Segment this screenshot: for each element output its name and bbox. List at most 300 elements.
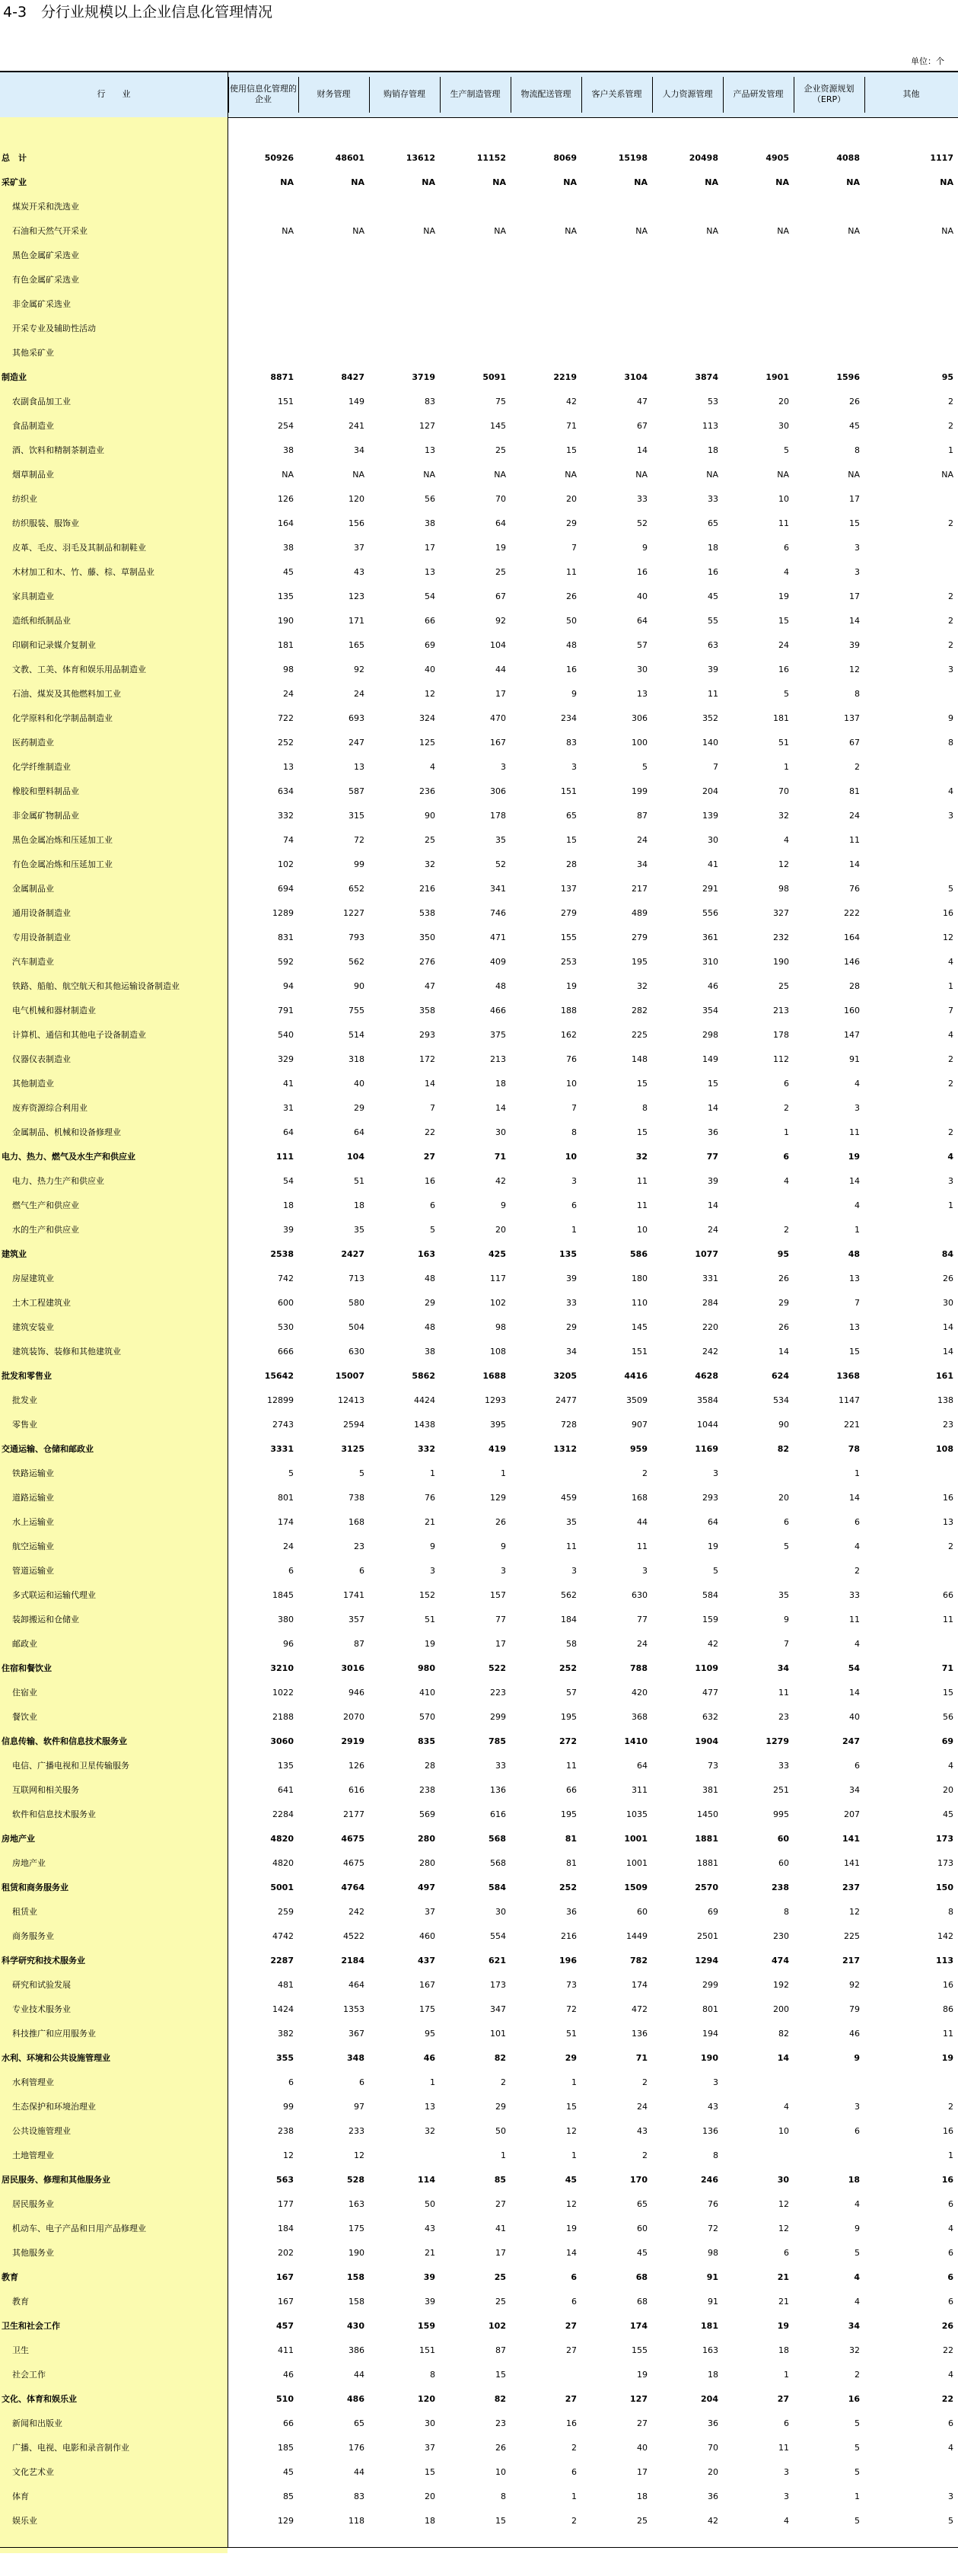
cell-value: 5 xyxy=(784,445,789,455)
cell-value: NA xyxy=(775,177,789,187)
table-row xyxy=(0,804,958,828)
cell-value xyxy=(864,292,953,317)
cell-value: 20498 xyxy=(689,153,718,163)
cell-value: 45 xyxy=(943,1809,953,1819)
cell-value: 569 xyxy=(419,1809,435,1819)
cell-value: 29 xyxy=(566,1322,577,1332)
cell-value: 666 xyxy=(278,1347,294,1357)
cell-value: 29 xyxy=(778,1298,789,1308)
cell-value: 4 xyxy=(948,1761,953,1771)
cell-value: 728 xyxy=(561,1420,577,1430)
cell-value: 1 xyxy=(784,762,789,772)
cell-value: 522 xyxy=(489,1663,506,1673)
row-label: 印刷和记录媒介复制业 xyxy=(12,640,96,650)
cell-value: 42 xyxy=(708,1639,718,1649)
cell-value: 19 xyxy=(708,1541,718,1551)
cell-value: 33 xyxy=(495,1761,506,1771)
row-label: 皮革、毛皮、羽毛及其制品和制鞋业 xyxy=(12,543,146,553)
row-label: 金属制品、机械和设备修理业 xyxy=(12,1127,121,1137)
cell-value: 73 xyxy=(566,1980,577,1990)
cell-value: 20 xyxy=(425,2492,435,2501)
cell-value: 713 xyxy=(349,1274,364,1283)
cell-value: 23 xyxy=(778,1712,789,1722)
column-header: 企业资源规划（ERP） xyxy=(804,84,855,104)
table-row xyxy=(0,1559,958,1583)
cell-value: 251 xyxy=(773,1785,789,1795)
cell-value: 4 xyxy=(784,1176,789,1186)
cell-value: 5 xyxy=(288,1468,294,1478)
cell-value: 60 xyxy=(637,1907,648,1917)
cell-value: 43 xyxy=(637,2126,648,2136)
cell-value: 68 xyxy=(637,2297,648,2307)
cell-value: 4 xyxy=(855,1639,860,1649)
cell-value: 1 xyxy=(948,1200,953,1210)
cell-value: 1881 xyxy=(697,1858,718,1868)
cell-value: 634 xyxy=(278,786,294,796)
table-row xyxy=(0,536,958,560)
row-label: 建筑安装业 xyxy=(12,1322,54,1332)
row-label: 文化、体育和娱乐业 xyxy=(2,2394,77,2404)
table-row xyxy=(0,487,958,512)
cell-value: 33 xyxy=(849,1590,860,1600)
cell-value: 367 xyxy=(349,2029,364,2039)
cell-value: 15 xyxy=(943,1688,953,1698)
cell-value: NA xyxy=(635,226,648,236)
cell-value: 64 xyxy=(354,1127,364,1137)
cell-value: 13612 xyxy=(406,153,435,163)
cell-value xyxy=(794,317,860,341)
cell-value: 14 xyxy=(425,1079,435,1089)
cell-value: 420 xyxy=(632,1688,648,1698)
cell-value: 173 xyxy=(936,1834,953,1844)
cell-value xyxy=(652,244,718,268)
cell-value: 324 xyxy=(419,713,435,723)
cell-value: 68 xyxy=(635,2272,648,2282)
cell-value: 46 xyxy=(283,2370,294,2380)
cell-value: 64 xyxy=(637,1761,648,1771)
cell-value: 32 xyxy=(637,981,648,991)
table-row xyxy=(0,1705,958,1730)
cell-value xyxy=(369,292,435,317)
cell-value: 92 xyxy=(495,616,506,626)
cell-value: 12 xyxy=(778,2224,789,2233)
cell-value: 19 xyxy=(777,2321,789,2331)
cell-value: 102 xyxy=(278,859,294,869)
cell-value xyxy=(723,317,789,341)
cell-value: 151 xyxy=(419,2345,435,2355)
cell-value: 12 xyxy=(849,665,860,674)
row-label: 燃气生产和供应业 xyxy=(12,1200,79,1210)
cell-value: 20 xyxy=(495,1225,506,1235)
cell-value: 123 xyxy=(349,591,364,601)
cell-value: 114 xyxy=(418,2175,435,2185)
cell-value: 1 xyxy=(855,1468,860,1478)
cell-value: 907 xyxy=(632,1420,648,1430)
cell-value: 146 xyxy=(844,957,860,967)
cell-value: 147 xyxy=(844,1030,860,1040)
cell-value: 16 xyxy=(778,665,789,674)
cell-value: 34 xyxy=(637,859,648,869)
cell-value: 4522 xyxy=(343,1931,364,1941)
cell-value: 293 xyxy=(702,1493,718,1503)
row-label: 黑色金属冶炼和压延加工业 xyxy=(12,835,113,845)
cell-value: 2 xyxy=(642,1468,648,1478)
cell-value: 72 xyxy=(566,2004,577,2014)
cell-value: 2 xyxy=(642,2150,648,2160)
cell-value: 39 xyxy=(566,1274,577,1283)
cell-value xyxy=(864,682,953,706)
cell-value: 14 xyxy=(708,1103,718,1113)
cell-value: 66 xyxy=(566,1785,577,1795)
table-row-category xyxy=(0,1242,958,1267)
cell-value: 79 xyxy=(849,2004,860,2014)
cell-value: 234 xyxy=(561,713,577,723)
cell-value: 12 xyxy=(354,2150,364,2160)
cell-value: 472 xyxy=(632,2004,648,2014)
cell-value: 195 xyxy=(561,1712,577,1722)
cell-value: 16 xyxy=(566,665,577,674)
cell-value: 332 xyxy=(278,811,294,821)
cell-value: 2287 xyxy=(270,1956,294,1965)
row-label: 总 计 xyxy=(2,153,27,163)
table-row xyxy=(0,2192,958,2217)
cell-value: NA xyxy=(422,177,435,187)
row-label: 电气机械和器材制造业 xyxy=(12,1006,96,1015)
cell-value: 223 xyxy=(490,1688,506,1698)
table-row xyxy=(0,2363,958,2387)
cell-value xyxy=(794,244,860,268)
cell-value: 7 xyxy=(855,1298,860,1308)
cell-value: 2 xyxy=(948,1054,953,1064)
cell-value: NA xyxy=(941,470,953,480)
cell-value: 72 xyxy=(708,2224,718,2233)
row-label: 化学原料和化学制品制造业 xyxy=(12,713,113,723)
cell-value: 327 xyxy=(773,908,789,918)
cell-value: 331 xyxy=(702,1274,718,1283)
cell-value: 3016 xyxy=(341,1663,364,1673)
cell-value: 173 xyxy=(490,1980,506,1990)
cell-value: 11 xyxy=(849,1615,860,1624)
cell-value: 18 xyxy=(708,445,718,455)
cell-value: 127 xyxy=(630,2394,648,2404)
cell-value xyxy=(723,244,789,268)
cell-value: 7 xyxy=(571,543,577,553)
cell-value: 8 xyxy=(784,1907,789,1917)
cell-value: 65 xyxy=(566,811,577,821)
cell-value: 91 xyxy=(849,1054,860,1064)
cell-value: 98 xyxy=(283,665,294,674)
cell-value: 584 xyxy=(489,1883,506,1892)
cell-value xyxy=(298,341,364,365)
cell-value: 10 xyxy=(778,2126,789,2136)
cell-value: 242 xyxy=(702,1347,718,1357)
cell-value: 37 xyxy=(425,1907,435,1917)
cell-value: 1424 xyxy=(272,2004,294,2014)
cell-value: 238 xyxy=(772,1883,789,1892)
cell-value xyxy=(440,341,506,365)
cell-value: 9 xyxy=(854,2053,860,2063)
row-label: 电力、热力、燃气及水生产和供应业 xyxy=(2,1152,135,1162)
cell-value: 174 xyxy=(630,2321,648,2331)
cell-value: 348 xyxy=(347,2053,364,2063)
cell-value: 14 xyxy=(849,1493,860,1503)
cell-value: 253 xyxy=(561,957,577,967)
cell-value: NA xyxy=(494,226,506,236)
row-label: 土地管理业 xyxy=(12,2150,54,2160)
cell-value: 50 xyxy=(425,2199,435,2209)
table-row xyxy=(0,1413,958,1437)
cell-value: 742 xyxy=(278,1274,294,1283)
cell-value: 352 xyxy=(702,713,718,723)
cell-value: 157 xyxy=(490,1590,506,1600)
cell-value: 24 xyxy=(283,1541,294,1551)
cell-value: 57 xyxy=(566,1688,577,1698)
cell-value xyxy=(864,1632,953,1656)
table-row xyxy=(0,1486,958,1510)
cell-value: 4 xyxy=(854,2272,860,2282)
cell-value: 4 xyxy=(855,1541,860,1551)
cell-value: 486 xyxy=(347,2394,364,2404)
cell-value: 801 xyxy=(702,2004,718,2014)
row-label: 研究和试验发展 xyxy=(12,1980,71,1990)
cell-value: 225 xyxy=(844,1931,860,1941)
row-label: 道路运输业 xyxy=(12,1493,54,1503)
cell-value: 6 xyxy=(359,1566,364,1576)
cell-value xyxy=(298,317,364,341)
cell-value: 16 xyxy=(848,2394,860,2404)
cell-value: 30 xyxy=(495,1127,506,1137)
cell-value: 2 xyxy=(571,2516,577,2526)
row-label: 交通运输、仓储和邮政业 xyxy=(2,1444,94,1454)
cell-value: 30 xyxy=(943,1298,953,1308)
cell-value xyxy=(864,487,953,512)
cell-value: 21 xyxy=(778,2297,789,2307)
cell-value: 81 xyxy=(565,1834,577,1844)
cell-value: 9 xyxy=(784,1615,789,1624)
row-label: 烟草制品业 xyxy=(12,470,54,480)
table-row xyxy=(0,585,958,609)
row-label: 航空运输业 xyxy=(12,1541,54,1551)
cell-value: 204 xyxy=(701,2394,718,2404)
cell-value xyxy=(369,268,435,292)
cell-value: 4 xyxy=(948,2224,953,2233)
row-label: 有色金属冶炼和压延加工业 xyxy=(12,859,113,869)
cell-value: 2 xyxy=(855,762,860,772)
cell-value: 145 xyxy=(490,421,506,431)
cell-value xyxy=(723,341,789,365)
cell-value: 137 xyxy=(561,884,577,894)
cell-value: 1001 xyxy=(626,1858,648,1868)
cell-value: 2 xyxy=(948,518,953,528)
cell-value xyxy=(794,2071,860,2095)
cell-value: 5 xyxy=(642,762,648,772)
cell-value: 30 xyxy=(777,2175,789,2185)
row-label: 租赁业 xyxy=(12,1907,37,1917)
cell-value: 1 xyxy=(571,2077,577,2087)
cell-value: 27 xyxy=(777,2394,789,2404)
cell-value: 190 xyxy=(773,957,789,967)
cell-value: 111 xyxy=(276,1152,294,1162)
cell-value: 1 xyxy=(948,2150,953,2160)
cell-value: 26 xyxy=(778,1274,789,1283)
cell-value: 6 xyxy=(948,2248,953,2258)
cell-value: 127 xyxy=(419,421,435,431)
cell-value: 22 xyxy=(943,2345,953,2355)
cell-value: 151 xyxy=(278,397,294,406)
cell-value: 160 xyxy=(844,1006,860,1015)
cell-value: 12 xyxy=(566,2199,577,2209)
cell-value: 1289 xyxy=(272,908,294,918)
cell-value: 40 xyxy=(354,1079,364,1089)
table-row xyxy=(0,2071,958,2095)
cell-value: 65 xyxy=(708,518,718,528)
cell-value: 4 xyxy=(948,786,953,796)
cell-value: 54 xyxy=(283,1176,294,1186)
cell-value: 510 xyxy=(276,2394,294,2404)
cell-value: 98 xyxy=(708,2248,718,2258)
cell-value: NA xyxy=(565,470,577,480)
cell-value: 3 xyxy=(713,1468,718,1478)
row-label: 其他制造业 xyxy=(12,1079,54,1089)
row-label: 机动车、电子产品和日用产品修理业 xyxy=(12,2224,146,2233)
cell-value: 13 xyxy=(943,1517,953,1527)
table-row xyxy=(0,195,958,219)
cell-value: 36 xyxy=(708,1127,718,1137)
table-row xyxy=(0,244,958,268)
cell-value: 82 xyxy=(494,2394,506,2404)
cell-value: 17 xyxy=(495,689,506,699)
cell-value: 4 xyxy=(855,1200,860,1210)
cell-value: 192 xyxy=(773,1980,789,1990)
cell-value: 16 xyxy=(943,2126,953,2136)
cell-value: 23 xyxy=(943,1420,953,1430)
cell-value: 254 xyxy=(278,421,294,431)
row-label: 建筑业 xyxy=(2,1249,27,1259)
cell-value: 33 xyxy=(708,494,718,504)
cell-value xyxy=(864,1096,953,1121)
cell-value: NA xyxy=(351,177,364,187)
cell-value: 4 xyxy=(430,762,435,772)
cell-value: 113 xyxy=(936,1956,953,1965)
cell-value: 9 xyxy=(948,713,953,723)
cell-value: 386 xyxy=(349,2345,364,2355)
table-row xyxy=(0,2241,958,2265)
row-label: 水利、环境和公共设施管理业 xyxy=(2,2053,110,2063)
row-label: 专用设备制造业 xyxy=(12,933,71,942)
cell-value: 252 xyxy=(559,1663,577,1673)
cell-value: NA xyxy=(635,470,648,480)
cell-value: 35 xyxy=(566,1517,577,1527)
cell-value: 158 xyxy=(347,2272,364,2282)
cell-value: NA xyxy=(777,226,789,236)
cell-value: 554 xyxy=(490,1931,506,1941)
row-label: 土木工程建筑业 xyxy=(12,1298,71,1308)
cell-value: 1109 xyxy=(695,1663,718,1673)
row-label: 住宿和餐饮业 xyxy=(2,1663,52,1673)
cell-value: 108 xyxy=(490,1347,506,1357)
cell-value: 31 xyxy=(283,1103,294,1113)
cell-value xyxy=(794,292,860,317)
cell-value: 14 xyxy=(943,1347,953,1357)
cell-value: 167 xyxy=(278,2297,294,2307)
cell-value: 995 xyxy=(773,1809,789,1819)
cell-value: 54 xyxy=(425,591,435,601)
cell-value: 190 xyxy=(278,616,294,626)
cell-value: 252 xyxy=(559,1883,577,1892)
cell-value: 174 xyxy=(278,1517,294,1527)
row-label: 铁路运输业 xyxy=(12,1468,54,1478)
cell-value: 48 xyxy=(425,1274,435,1283)
cell-value: 4 xyxy=(948,2370,953,2380)
cell-value: 78 xyxy=(848,1444,860,1454)
row-label: 酒、饮料和精制茶制造业 xyxy=(12,445,104,455)
cell-value: 45 xyxy=(283,2467,294,2477)
cell-value: 1 xyxy=(501,1468,506,1478)
cell-value: 36 xyxy=(708,2418,718,2428)
cell-value: 70 xyxy=(778,786,789,796)
cell-value: 8 xyxy=(948,738,953,748)
cell-value: 48 xyxy=(566,640,577,650)
cell-value: 16 xyxy=(941,2175,953,2185)
cell-value: 694 xyxy=(278,884,294,894)
cell-value: 3 xyxy=(855,1103,860,1113)
cell-value: 207 xyxy=(844,1809,860,1819)
cell-value: 25 xyxy=(425,835,435,845)
cell-value: 34 xyxy=(848,2321,860,2331)
cell-value: 26 xyxy=(495,1517,506,1527)
table-row xyxy=(0,317,958,341)
table-row-category xyxy=(0,2265,958,2290)
cell-value: 82 xyxy=(494,2053,506,2063)
cell-value: 41 xyxy=(283,1079,294,1089)
cell-value: 24 xyxy=(283,689,294,699)
table-row xyxy=(0,1462,958,1486)
cell-value: 48 xyxy=(495,981,506,991)
cell-value: 129 xyxy=(278,2516,294,2526)
cell-value: 26 xyxy=(941,2321,953,2331)
cell-value: 835 xyxy=(418,1736,435,1746)
cell-value: NA xyxy=(941,226,953,236)
row-label: 其他服务业 xyxy=(12,2248,54,2258)
cell-value: 43 xyxy=(425,2224,435,2233)
cell-value: 7 xyxy=(571,1103,577,1113)
row-label: 生态保护和环境治理业 xyxy=(12,2102,96,2112)
data-table xyxy=(0,146,958,2533)
cell-value: 87 xyxy=(495,2345,506,2355)
row-label: 非金属矿采选业 xyxy=(12,299,71,309)
cell-value: 25 xyxy=(495,2297,506,2307)
cell-value: 1353 xyxy=(343,2004,364,2014)
page-title: 4-3 分行业规模以上企业信息化管理情况 xyxy=(3,4,273,21)
cell-value: 29 xyxy=(495,2102,506,2112)
cell-value: 6 xyxy=(948,2199,953,2209)
cell-value: 10 xyxy=(565,1152,577,1162)
table-row xyxy=(0,1924,958,1949)
cell-value xyxy=(864,828,953,853)
column-header: 客户关系管理 xyxy=(591,89,642,99)
cell-value: 481 xyxy=(278,1980,294,1990)
cell-value: 94 xyxy=(283,981,294,991)
cell-value: 20 xyxy=(943,1785,953,1795)
column-header: 产品研发管理 xyxy=(733,89,784,99)
cell-value: 6 xyxy=(947,2272,953,2282)
unit-label: 单位：个 xyxy=(911,56,944,66)
cell-value: 381 xyxy=(702,1785,718,1795)
cell-value xyxy=(440,292,506,317)
cell-value: NA xyxy=(940,177,953,187)
cell-value xyxy=(723,2144,789,2168)
cell-value: 200 xyxy=(773,2004,789,2014)
